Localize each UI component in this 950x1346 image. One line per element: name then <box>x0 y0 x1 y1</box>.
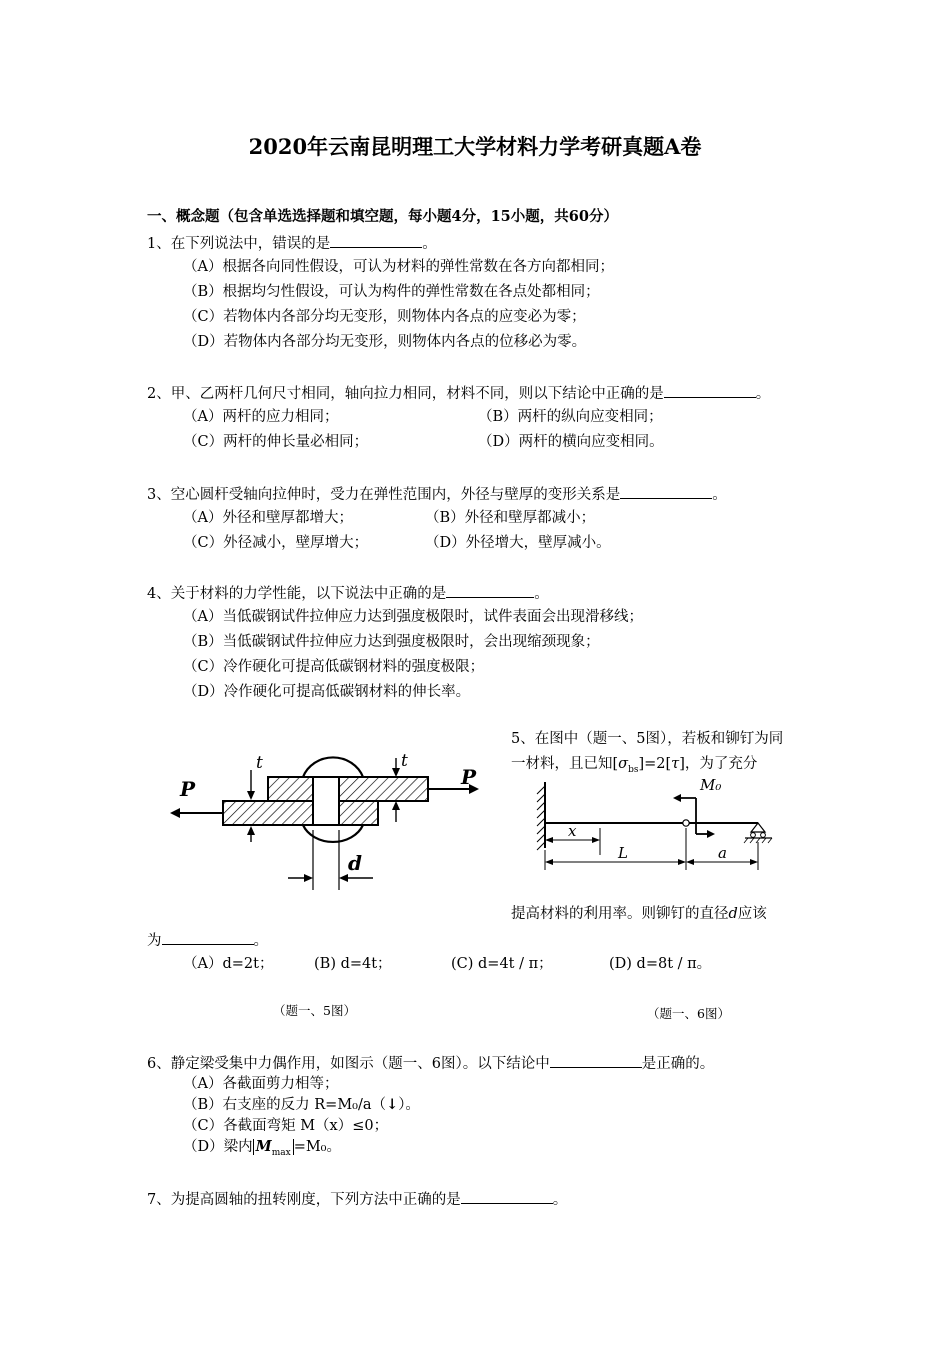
q5-line3: 提高材料的利用率。则铆钉的直径d应该 <box>511 906 767 922</box>
answer-blank[interactable] <box>664 383 756 398</box>
answer-blank[interactable] <box>162 930 254 945</box>
q3-stem: 3、空心圆杆受轴向拉伸时，受力在弹性范围内，外径与壁厚的变形关系是 。 <box>147 484 727 504</box>
q6-stem: 6、静定梁受集中力偶作用，如图示（题一、6图）。以下结论中 是正确的。 <box>147 1053 714 1073</box>
a-label: a <box>718 844 727 862</box>
d-label: d <box>348 851 362 875</box>
P-left-label: P <box>180 777 196 801</box>
roller-support <box>751 823 765 832</box>
q2-option-b: （B）两杆的纵向应变相同； <box>478 409 663 425</box>
q5-option-c: (C) d=4t / π； <box>451 956 553 972</box>
q5-option-a: （A）d=2t； <box>183 956 274 972</box>
q1-option-b: （B）根据均匀性假设，可认为构件的弹性常数在各点处都相同； <box>183 284 600 300</box>
down-arrow-icon: ↓ <box>386 1096 399 1113</box>
q3-option-c: （C）外径减小，壁厚增大； <box>183 535 369 551</box>
rivet-tail <box>303 825 363 842</box>
q2-stem: 2、甲、乙两杆几何尺寸相同，轴向拉力相同，材料不同，则以下结论中正确的是 。 <box>147 383 770 403</box>
q4-option-a: （A）当低碳钢试件拉伸应力达到强度极限时，试件表面会出现滑移线； <box>183 609 643 625</box>
M0-label: M₀ <box>700 776 722 794</box>
fig5-caption: （题一、5图） <box>273 1003 356 1018</box>
q1-stem: 1、在下列说法中，错误的是 。 <box>147 233 437 253</box>
rivet-shank <box>313 777 339 825</box>
answer-blank[interactable] <box>330 233 422 248</box>
q2-option-d: （D）两杆的横向应变相同。 <box>478 434 664 450</box>
t-right-label: t <box>401 751 408 771</box>
q4-option-d: （D）冷作硬化可提高低碳钢材料的伸长率。 <box>183 684 471 700</box>
q3-option-d: （D）外径增大，壁厚减小。 <box>425 535 611 551</box>
q5-option-d: (D) d=8t / π。 <box>609 956 712 972</box>
P-right-label: P <box>461 765 477 789</box>
q7-stem: 7、为提高圆轴的扭转刚度，下列方法中正确的是 。 <box>147 1189 567 1209</box>
answer-blank[interactable] <box>446 583 534 598</box>
figure-6-beam <box>530 770 790 870</box>
page-title: 2020年云南昆明理工大学材料力学考研真题A卷 <box>248 134 702 159</box>
lower-plate <box>223 801 378 825</box>
q1-option-a: （A）根据各向同性假设，可认为材料的弹性常数在各方向都相同； <box>183 259 614 275</box>
figure-5-rivet-joint <box>168 740 488 900</box>
rivet-head <box>303 757 363 777</box>
q5-line4: 为 。 <box>147 930 268 950</box>
L-label: L <box>618 844 628 862</box>
answer-blank[interactable] <box>550 1053 642 1068</box>
q2-option-a: （A）两杆的应力相同； <box>183 409 339 425</box>
q5-option-b: (B) d=4t； <box>314 956 392 972</box>
answer-blank[interactable] <box>461 1189 553 1204</box>
q4-stem: 4、关于材料的力学性能，以下说法中正确的是 。 <box>147 583 549 603</box>
q2-option-c: （C）两杆的伸长量必相同； <box>183 434 369 450</box>
q6-option-a: （A）各截面剪力相等； <box>183 1076 339 1092</box>
q1-option-c: （C）若物体内各部分均无变形，则物体内各点的应变必为零； <box>183 309 586 325</box>
section-heading: 一、概念题（包含单选选择题和填空题，每小题4分，15小题，共60分） <box>147 208 618 225</box>
t-left-label: t <box>256 753 263 773</box>
q3-option-b: （B）外径和壁厚都减小； <box>425 510 596 526</box>
q6-option-c: （C）各截面弯矩 M（x）≤0； <box>183 1118 389 1134</box>
q1-option-d: （D）若物体内各部分均无变形，则物体内各点的位移必为零。 <box>183 334 587 350</box>
x-label: x <box>568 822 577 840</box>
q6-option-d: （D）梁内 $M_{max} =M_0$。 <box>183 1138 341 1158</box>
fig6-caption: （题一、6图） <box>647 1006 730 1021</box>
answer-blank[interactable] <box>620 484 712 499</box>
q6-option-b: （B）右支座的反力 R=M₀/a（↓）。 <box>183 1096 420 1113</box>
q3-option-a: （A）外径和壁厚都增大； <box>183 510 353 526</box>
hinge <box>683 820 689 826</box>
q4-option-c: （C）冷作硬化可提高低碳钢材料的强度极限； <box>183 659 485 675</box>
q5-line1: 5、在图中（题一、5图），若板和铆钉为同 <box>511 731 784 747</box>
upper-plate <box>268 777 428 801</box>
q4-option-b: （B）当低碳钢试件拉伸应力达到强度极限时，会出现缩颈现象； <box>183 634 600 650</box>
q5-line2: 一材料，且已知$[\sigma_{bs}]=2[\tau]$，为了充分 <box>511 756 758 775</box>
